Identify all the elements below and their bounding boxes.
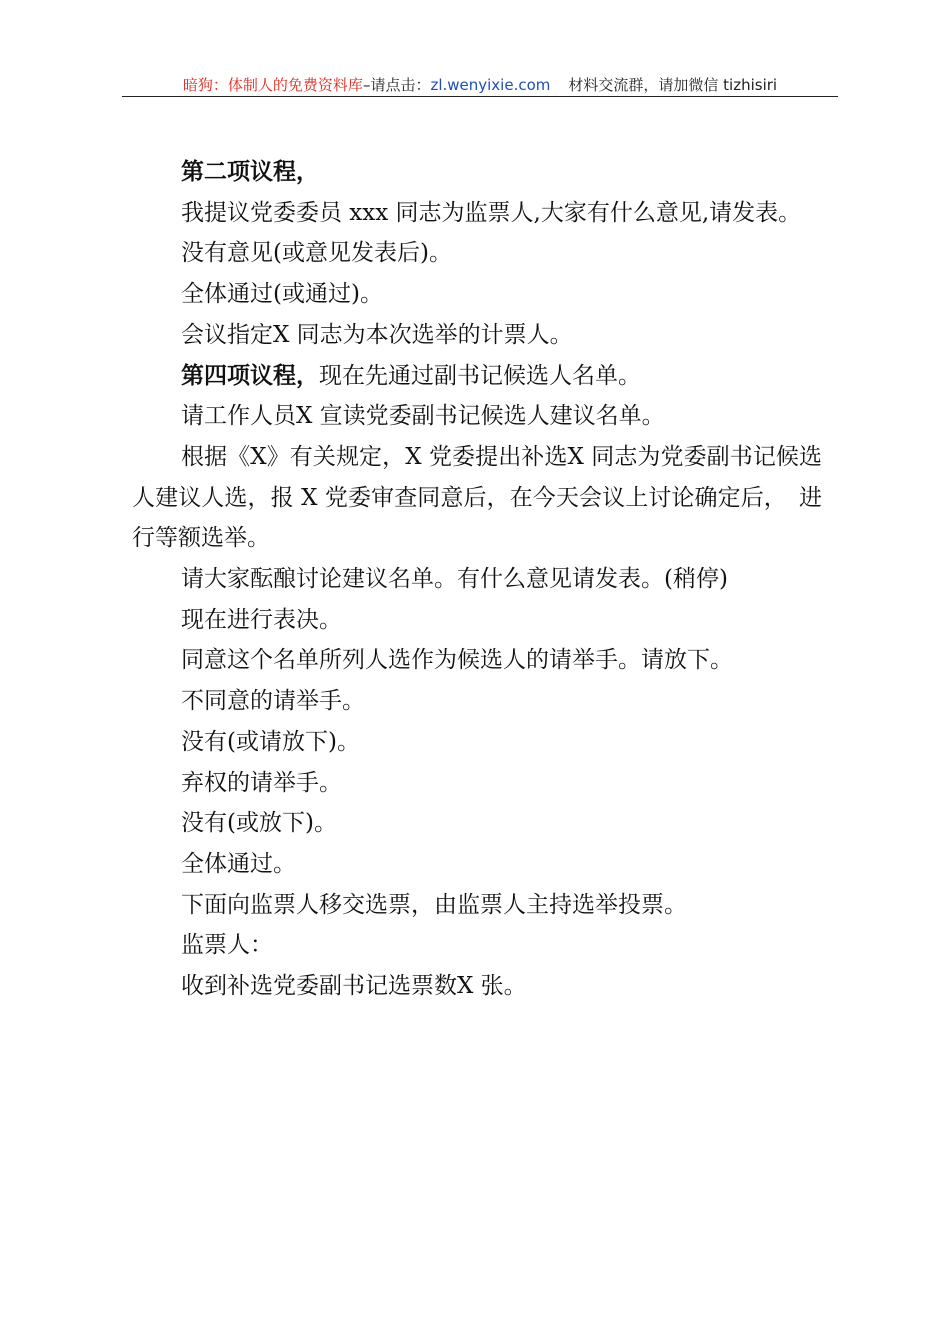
header-rule <box>122 96 838 97</box>
agenda-heading: 第四项议程， <box>181 362 319 389</box>
agenda-text: 现在先通过副书记候选人名单。 <box>319 362 641 389</box>
paragraph: 我提议党委委员 xxx 同志为监票人,大家有什么意见,请发表。 <box>181 199 802 226</box>
paragraph <box>132 437 822 559</box>
paragraph: 同意这个名单所列人选作为候选人的请举手。请放下。 <box>181 647 733 674</box>
header-brand: 暗狗：体制人的免费资料库 <box>182 76 363 94</box>
paragraph: 收到补选党委副书记选票数X 张。 <box>181 973 527 1000</box>
paragraph: 请工作人员X 宣读党委副书记候选人建议名单。 <box>181 403 665 430</box>
header-site-link[interactable]: zl.wenyixie.com <box>430 76 551 94</box>
agenda-item-four <box>132 356 822 397</box>
header-group-note: 材料交流群，请加微信 tizhisiri <box>568 76 778 94</box>
paragraph-text: 进行等额选举。 <box>132 484 823 552</box>
paragraph: 现在进行表决。 <box>181 606 342 633</box>
header-click-prompt: –请点击： <box>362 76 431 94</box>
page-header <box>122 74 838 96</box>
agenda-item-two-heading <box>132 152 822 193</box>
paragraph: 下面向监票人移交选票，由监票人主持选举投票。 <box>181 891 687 918</box>
paragraph: 监票人： <box>181 932 273 959</box>
paragraph: 没有意见(或意见发表后)。 <box>181 240 452 267</box>
paragraph: 会议指定X 同志为本次选举的计票人。 <box>181 321 573 348</box>
paragraph: 不同意的请举手。 <box>181 688 365 715</box>
paragraph: 请大家酝酿讨论建议名单。有什么意见请发表。(稍停) <box>181 566 728 593</box>
paragraph-text: 根据《X》有关规定，X 党委提出补选X 同志为党委副书记候选人建议人选，报 X 党委审查同意后，在今天会议上讨论确定后， <box>132 443 822 511</box>
document-body <box>132 152 822 1007</box>
paragraph: 全体通过。 <box>181 850 296 877</box>
paragraph: 全体通过(或通过)。 <box>181 281 383 308</box>
paragraph: 没有(或请放下)。 <box>181 728 360 755</box>
paragraph: 没有(或放下)。 <box>181 810 337 837</box>
agenda-heading: 第二项议程， <box>181 159 319 185</box>
paragraph: 弃权的请举手。 <box>181 769 342 796</box>
